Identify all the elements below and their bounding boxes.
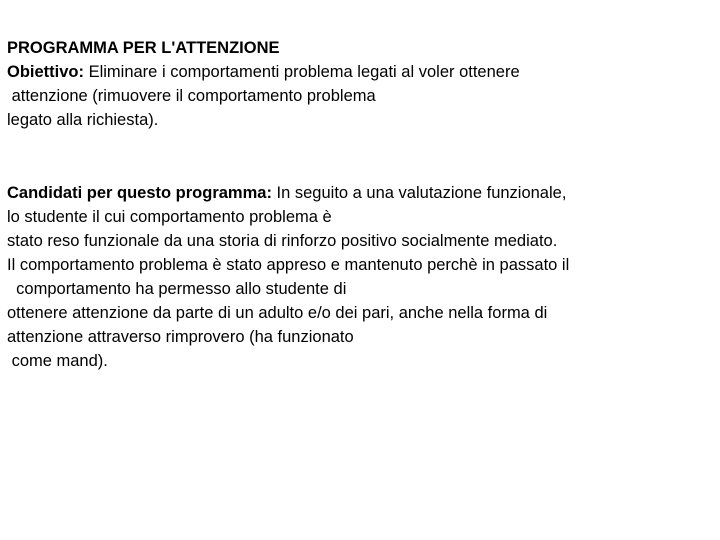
candidates-text-1: In seguito a una valutazione funzionale,	[271, 184, 567, 202]
candidates-text-6: ottenere attenzione da parte di un adulto e/o dei pari, anche nella forma di	[7, 304, 548, 322]
objective-text-1: Eliminare i comportamenti problema legati al voler ottenere	[84, 63, 520, 81]
document-title: PROGRAMMA PER L'ATTENZIONE	[7, 39, 280, 57]
candidates-section	[7, 181, 712, 373]
objective-text-2: attenzione (rimuovere il comportamento problema	[7, 87, 376, 105]
candidates-text-5: comportamento ha permesso allo studente di	[7, 280, 347, 298]
candidates-line-1	[7, 181, 712, 205]
candidates-text-2: lo studente il cui comportamento problema è	[7, 208, 332, 226]
candidates-label: Candidati per questo programma:	[7, 184, 272, 202]
candidates-text-7: attenzione attraverso rimprovero (ha funzionato	[7, 328, 354, 346]
objective-text-3: legato alla richiesta).	[7, 111, 159, 129]
candidates-text-3: stato reso funzionale da una storia di rinforzo positivo socialmente mediato.	[7, 232, 558, 250]
objective-label: Obiettivo:	[7, 63, 84, 81]
candidates-text-8: come mand).	[7, 352, 108, 370]
objective-section	[7, 36, 712, 132]
candidates-text-4: Il comportamento problema è stato appreso e mantenuto perchè in passato il	[7, 256, 570, 274]
objective-line-1	[7, 60, 712, 84]
